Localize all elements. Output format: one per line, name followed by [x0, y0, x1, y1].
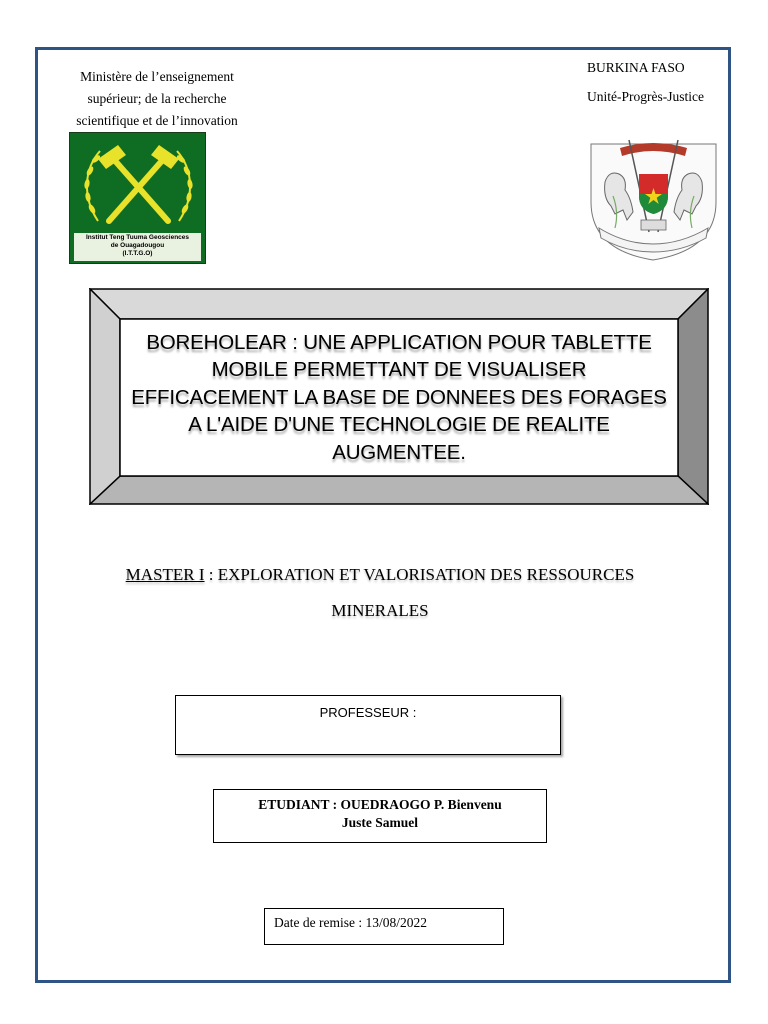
title-line: BOREHOLEAR : UNE APPLICATION POUR TABLETTE [146, 330, 652, 354]
program-label: MASTER I [125, 565, 205, 584]
ministry-line: supérieur; de la recherche [87, 91, 227, 106]
submission-date-box [264, 908, 504, 945]
student-box [213, 789, 547, 843]
coat-of-arms-icon [585, 132, 722, 262]
institute-name [74, 233, 201, 261]
student-name-line: ETUDIANT : OUEDRAOGO P. Bienvenu [258, 797, 502, 812]
country-name: BURKINA FASO [587, 60, 685, 75]
program-text: : EXPLORATION ET VALORISATION DES RESSOURCES [204, 565, 635, 584]
program-text-line2: MINERALES [331, 601, 429, 620]
program-heading [80, 557, 680, 629]
institute-logo [69, 132, 206, 264]
student-name-line: Juste Samuel [341, 815, 419, 830]
ministry-heading [55, 66, 259, 132]
title-line: EFFICACEMENT LA BASE DE DONNEES DES FORAGES [131, 385, 667, 409]
document-title [121, 320, 677, 475]
ministry-line: Ministère de l’enseignement [80, 69, 234, 84]
title-line: MOBILE PERMETTANT DE VISUALISER [211, 358, 587, 382]
professor-label: PROFESSEUR : [319, 705, 417, 720]
institute-name-line: de Ouagadougou [110, 242, 165, 249]
title-line: A L'AIDE D'UNE TECHNOLOGIE DE REALITE [188, 413, 610, 437]
country-motto: Unité-Progrès-Justice [587, 89, 704, 104]
institute-name-line: Institut Teng Tuuma Geosciences [85, 234, 190, 241]
professor-box [175, 695, 561, 755]
coat-of-arms [585, 132, 722, 262]
ministry-line: scientifique et de l’innovation [76, 113, 238, 128]
title-line: AUGMENTEE. [332, 440, 466, 464]
submission-date: Date de remise : 13/08/2022 [274, 915, 427, 930]
institute-name-line: (I.T.T.G.O) [122, 250, 153, 257]
